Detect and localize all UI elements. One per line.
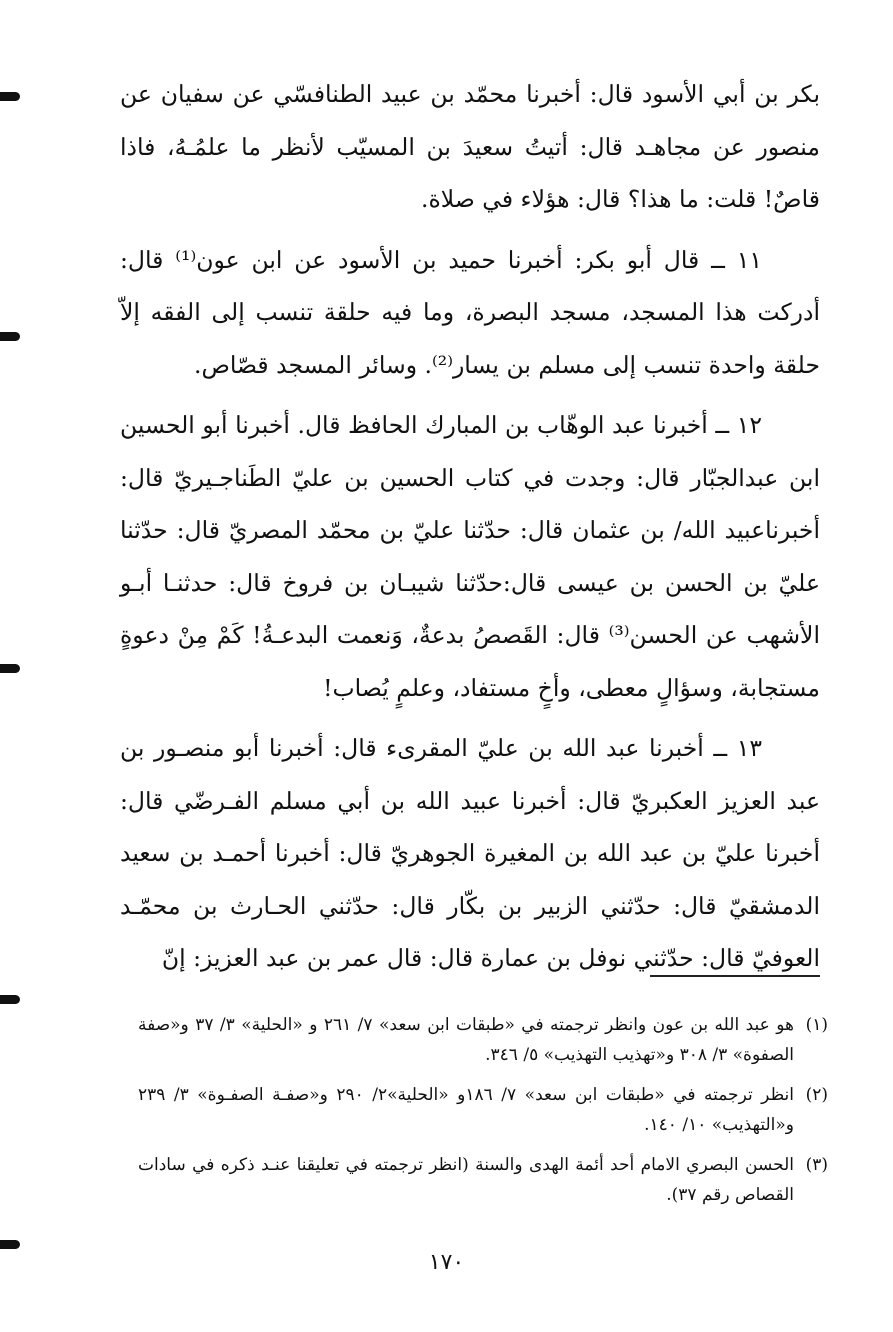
scan-edge-mark (0, 92, 20, 101)
footnote-number: (١) (805, 1015, 828, 1035)
footnote (138, 1150, 828, 1210)
footnote-number: (٢) (805, 1085, 828, 1105)
footnote-text: هو عبد الله بن عون وانظر ترجمته في «طبقات ابن سعد» ٧/ ٢٦١ و «الحلية» ٣/ ٣٧ و«صفة الصفوة» ٣/ ٣٠٨ و«تهذيب التهذيب» ٥/ ٣٤٦. (138, 1015, 794, 1065)
paragraph: ١١ ــ قال أبو بكر: أخبرنا حميد بن الأسود عن ابن عون⁽¹⁾ قال: أدركت هذا المسجد، مسجد البصرة، وما فيه حلقة تنسب إلى الفقه إلاّ حلقة واحدة تنسب إلى مسلم بن يسار⁽²⁾. وسائر المسجد قصّاص. (120, 245, 820, 379)
footnote-text: الحسن البصري الامام أحد أئمة الهدى والسنة (انظر ترجمته في تعليقنا عنـد ذكره في سادات القصاص رقم ٣٧). (138, 1155, 794, 1205)
page-number: ١٧٠ (428, 1250, 465, 1275)
footnote (138, 1080, 828, 1140)
scan-edge-mark (0, 332, 20, 341)
footnotes (138, 1010, 828, 1220)
paragraph: ١٢ ــ أخبرنا عبد الوهّاب بن المبارك الحافظ قال. أخبرنا أبو الحسين ابن عبدالجبّار قال: وجدت في كتاب الحسين بن عليّ الطَناجـيريّ قال: أخبرناعبيد الله/ بن عثمان قال: حدّثنا عليّ بن محمّد المصريّ قال: حدّثنا عليّ بن الحسن بن عيسى قال:حدّثنا شيبـان بن فروخ قال: حدثنـا أبـو الأشهب عن الحسن⁽³⁾ قال: القَصصُ بدعةٌ، وَنعمت البدعـةُ! كَمْ مِنْ دعوةٍ مستجابة، وسؤالٍ معطى، وأخٍ مستفاد، وعلمٍ يُصاب! (120, 411, 820, 702)
footnote (138, 1010, 828, 1070)
scan-edge-mark (0, 995, 20, 1004)
paragraph: بكر بن أبي الأسود قال: أخبرنا محمّد بن عبيد الطنافسّي عن سفيان عن منصور عن مجاهـد قال: أتيتُ سعيدَ بن المسيّب لأنظر ما علمُـهُ، فاذا قاصٌ! قلت: ما هذا؟ قال: هؤلاء في صلاة. (120, 80, 820, 213)
main-text (120, 68, 820, 993)
footnote-number: (٣) (805, 1155, 828, 1175)
footnote-separator (650, 975, 820, 977)
paragraph: ١٣ ــ أخبرنا عبد الله بن عليّ المقرىء قال: أخبرنا أبو منصـور بن عبد العزيز العكبريّ قال: أخبرنا عبيد الله بن أبي مسلم الفـرضّي قال: أخبرنا عليّ بن عبد الله بن المغيرة الجوهريّ قال: أخبرنا أحمـد بن سعيد الدمشقيّ قال: حدّثني الزبير بن بكّار قال: حدّثني الحـارث بن محمّـد العوفيّ قال: حدّثني نوفل بن عمارة قال: قال عمر بن عبد العزيز: إنّ (120, 734, 820, 972)
footnote-text: انظر ترجمته في «طبقات ابن سعد» ٧/ ١٨٦و «الحلية»٢/ ٢٩٠ و«صفـة الصفـوة» ٣/ ٢٣٩ و«التهذيب» ١٠/ ١٤٠. (138, 1085, 794, 1135)
scan-edge-mark (0, 664, 20, 673)
scan-edge-mark (0, 1240, 20, 1249)
